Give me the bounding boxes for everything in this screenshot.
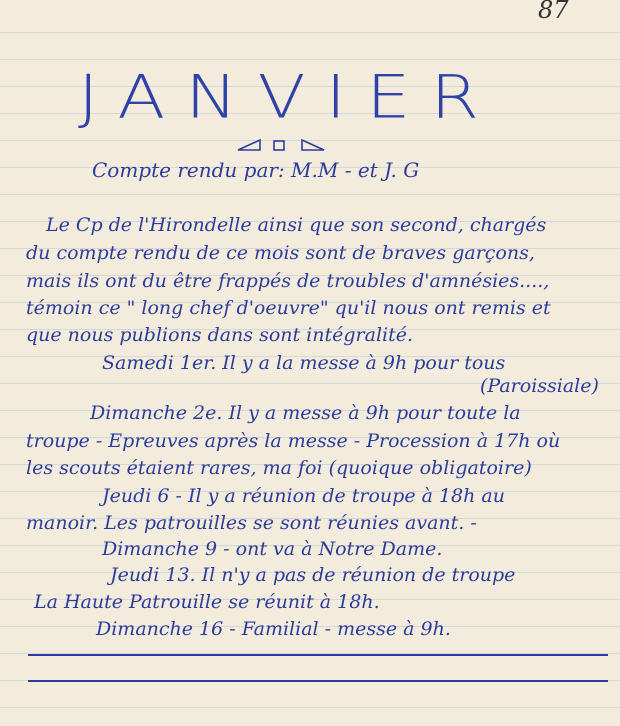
text-line: que nous publions dans sont intégralité. [26,324,414,346]
text-line: Dimanche 9 - ont va à Notre Dame. [102,538,443,560]
text-line: témoin ce " long chef d'oeuvre" qu'il nous ont remis et [26,297,551,319]
text-line: Le Cp de l'Hirondelle ainsi que son second, chargés [46,214,547,236]
text-line: Samedi 1er. Il y a la messe à 9h pour tous [102,352,506,374]
text-line: Jeudi 6 - Il y a réunion de troupe à 18h au [102,485,505,507]
page-number: 87 [538,0,569,24]
text-line: troupe - Epreuves après la messe - Procession à 17h où [26,430,561,452]
closing-rule [28,680,608,682]
text-line: du compte rendu de ce mois sont de braves garçons, [26,242,535,264]
text-line: Dimanche 16 - Familial - messe à 9h. [96,618,451,640]
text-line: les scouts étaient rares, ma foi (quoique obligatoire) [26,457,532,479]
text-line: Dimanche 2e. Il y a messe à 9h pour toute la [90,402,521,424]
title-ornament [236,138,336,152]
text-line: Jeudi 13. Il n'y a pas de réunion de troupe [110,564,516,586]
closing-rule [28,654,608,656]
text-line: mais ils ont du être frappés de troubles d'amnésies...., [26,270,550,292]
text-line: (Paroissiale) [480,375,599,397]
report-byline: Compte rendu par: M.M - et J. G [92,158,420,182]
text-line: La Haute Patrouille se réunit à 18h. [34,591,380,613]
page-title: JANVIER [78,62,500,132]
text-line: manoir. Les patrouilles se sont réunies avant. - [26,512,477,534]
